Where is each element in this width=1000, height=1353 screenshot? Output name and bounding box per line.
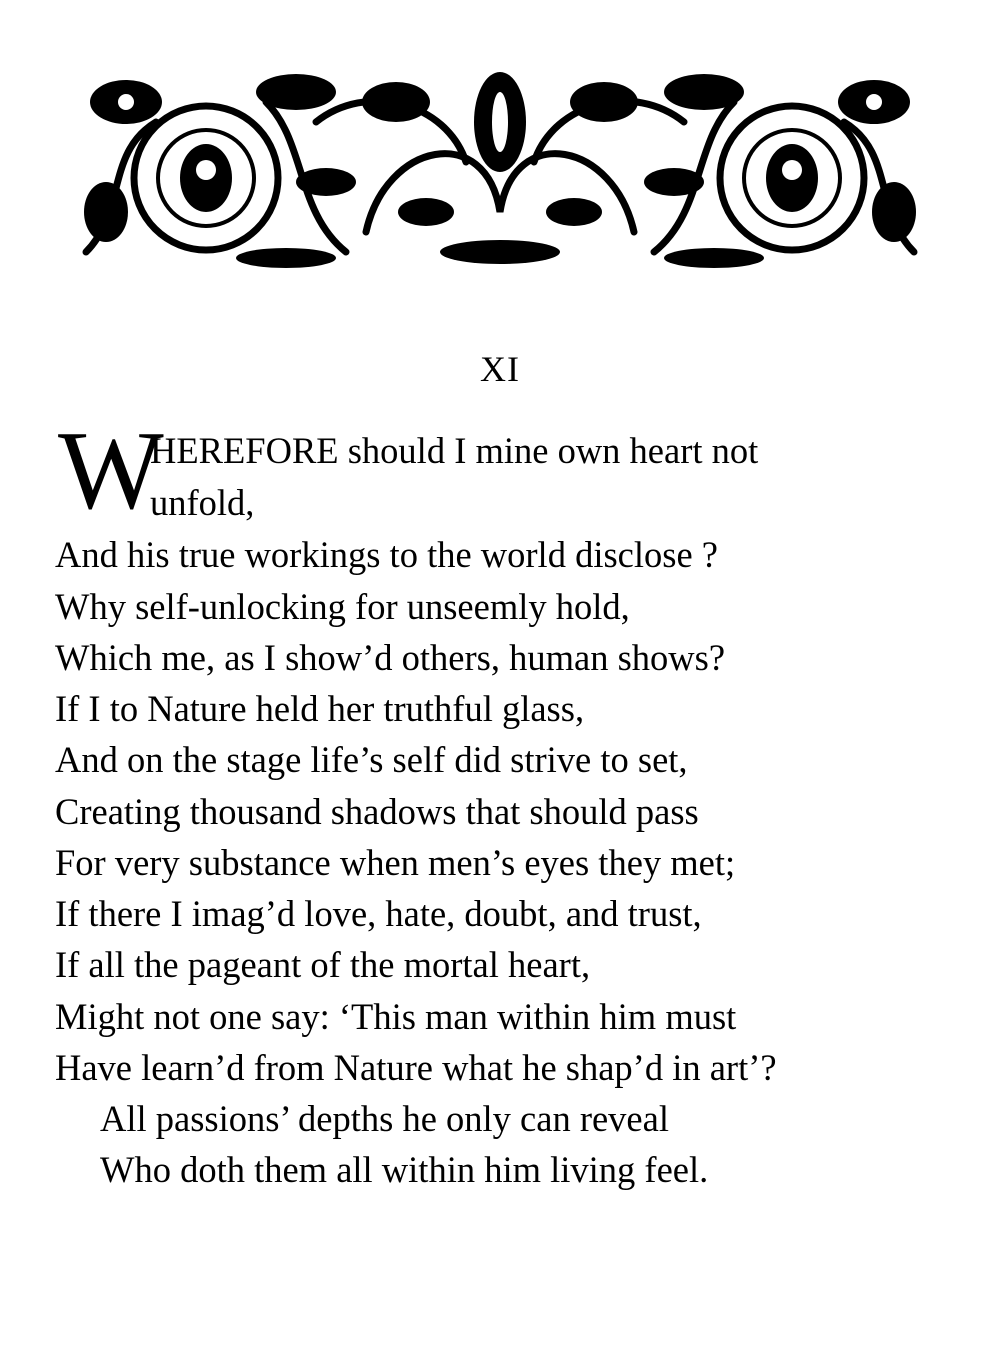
couplet-line: Who doth them all within him living feel. [100, 1149, 709, 1190]
ornamental-foliage-headpiece-icon [66, 62, 934, 274]
poem-line: Might not one say: ‘This man within him must [55, 996, 737, 1037]
poem-line: unfold, [150, 482, 255, 523]
poem-line: If all the pageant of the mortal heart, [55, 944, 591, 985]
section-numeral: XI [480, 349, 520, 389]
drop-cap: W [58, 409, 164, 533]
poem-line: Have learn’d from Nature what he shap’d in art’? [55, 1047, 777, 1088]
poem-line: Creating thousand shadows that should pass [55, 791, 699, 832]
poem-line: And his true workings to the world disclose ? [55, 534, 718, 575]
poem-line: Which me, as I show’d others, human shows? [55, 637, 726, 678]
poem-line: And on the stage life’s self did strive to set, [55, 739, 688, 780]
poem-line: If there I imag’d love, hate, doubt, and trust, [55, 893, 702, 934]
poem-line: Why self-unlocking for unseemly hold, [55, 586, 630, 627]
couplet-line: All passions’ depths he only can reveal [100, 1098, 669, 1139]
poem-line: For very substance when men’s eyes they met; [55, 842, 736, 883]
ornamental-headpiece [66, 62, 934, 274]
poem-line: If I to Nature held her truthful glass, [55, 688, 585, 729]
poem-line: HEREFORE should I mine own heart not [150, 430, 759, 471]
